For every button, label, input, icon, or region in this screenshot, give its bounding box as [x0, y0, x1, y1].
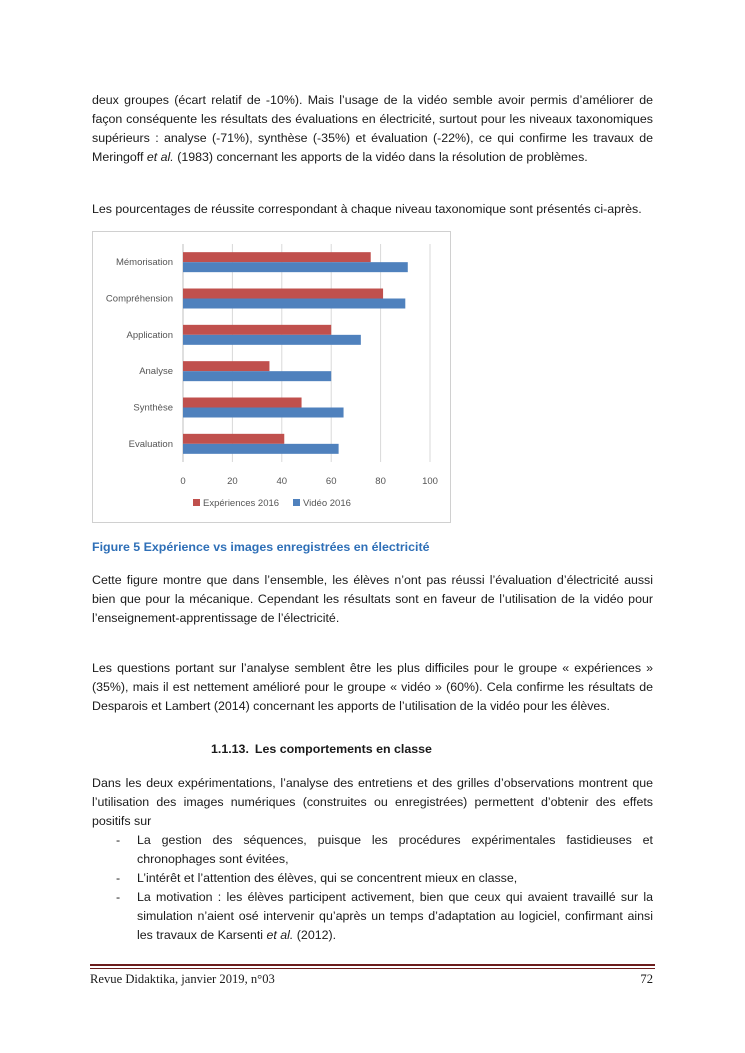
- list-item-text: La gestion des séquences, puisque les procédures expérimentales fastidieuses et chronophages sont évitées,: [137, 833, 653, 866]
- x-tick-label: 40: [276, 476, 288, 487]
- figure-caption: Figure 5 Expérience vs images enregistrées en électricité: [92, 540, 430, 554]
- x-tick-label: 60: [325, 476, 337, 487]
- bar-video: [183, 408, 344, 418]
- bar-experiences: [183, 289, 383, 299]
- list-item-italic: et al.: [266, 928, 294, 942]
- list-item-text: La motivation : les élèves participent activement, bien que ceux qui avaient travaillé sur la simulation n’aient osé intervenir qu’après un temps d’adaptation au logiciel, confirmant ainsi les travaux de Karsenti: [137, 890, 653, 942]
- category-label: Compréhension: [105, 293, 173, 305]
- category-label: Evaluation: [128, 438, 173, 450]
- list-item: [92, 888, 653, 945]
- paragraph-1: [92, 91, 653, 167]
- bar-video: [183, 444, 339, 454]
- list-item-text: L’intérêt et l’attention des élèves, qui se concentrent mieux en classe,: [137, 871, 518, 885]
- page-number: 72: [640, 972, 653, 986]
- paragraph-5: Dans les deux expérimentations, l’analyse des entretiens et des grilles d’observations montrent que l’utilisation des images numériques (construites ou enregistrées) permettent d’obtenir des effets positifs sur: [92, 776, 653, 828]
- bar-experiences: [183, 361, 269, 371]
- category-label: Application: [126, 329, 173, 341]
- list-item-text-end: (2012).: [293, 928, 337, 942]
- bar-video: [183, 371, 331, 381]
- legend-swatch: [193, 499, 200, 506]
- bar-experiences: [183, 325, 331, 335]
- paragraph-3: Cette figure montre que dans l’ensemble, les élèves n’ont pas réussi l’évaluation d’électricité aussi bien que pour la mécanique. Cependant les résultats sont en faveur de l’utilisation de la vidéo pour l’enseignement-apprentissage de l’électricité.: [92, 573, 653, 625]
- section-number: 1.1.13.: [211, 742, 249, 756]
- footer-rule: [90, 964, 655, 966]
- chart-canvas: [93, 232, 450, 522]
- x-tick-label: 0: [180, 476, 186, 487]
- bar-experiences: [183, 252, 371, 262]
- bar-video: [183, 335, 361, 345]
- legend-label: Vidéo 2016: [303, 498, 351, 509]
- list-item: [92, 831, 653, 869]
- footer-rule-thin: [90, 968, 655, 969]
- bar-chart: [92, 231, 451, 523]
- bullet-marker: -: [116, 871, 121, 885]
- list-item: [92, 869, 653, 888]
- x-tick-label: 80: [375, 476, 386, 487]
- bullet-list: [92, 831, 653, 945]
- category-label: Analyse: [139, 366, 173, 378]
- paragraph-4: Les questions portant sur l’analyse semblent être les plus difficiles pour le groupe « expériences » (35%), mais il est nettement amélioré pour le groupe « vidéo » (60%). Cela confirme les résultats de Desparois et Lambert (2014) concernant les apports de l’utilisation de la vidéo pour les élèves.: [92, 661, 653, 713]
- legend-swatch: [293, 499, 300, 506]
- bar-video: [183, 299, 405, 309]
- x-tick-label: 20: [227, 476, 238, 487]
- paragraph-2: Les pourcentages de réussite correspondant à chaque niveau taxonomique sont présentés ci-après.: [92, 202, 642, 216]
- section-title: Les comportements en classe: [254, 742, 432, 756]
- footer-journal: Revue Didaktika, janvier 2019, n°03: [90, 972, 275, 986]
- bar-experiences: [183, 398, 302, 408]
- legend-label: Expériences 2016: [203, 498, 280, 509]
- category-label: Synthèse: [133, 402, 173, 414]
- bullet-marker: -: [116, 833, 121, 847]
- bar-video: [183, 262, 408, 272]
- bullet-marker: -: [116, 890, 121, 904]
- paragraph-1-text-b: (1983) concernant les apports de la vidéo dans la résolution de problèmes.: [173, 150, 588, 164]
- x-tick-label: 100: [422, 476, 438, 487]
- bar-experiences: [183, 434, 284, 444]
- category-label: Mémorisation: [115, 257, 173, 269]
- section-heading: [211, 742, 432, 756]
- paragraph-1-text-a: deux groupes (écart relatif de -10%). Mais l’usage de la vidéo semble avoir permis d’améliorer de façon conséquente les résultats des évaluations en électricité, surtout pour les niveaux taxonomiques supérieurs : analyse (-71%), synthèse (-35%) et évaluation (-22%), ce qui confirme les travaux de Meringoff: [92, 93, 653, 164]
- paragraph-1-italic: et al.: [146, 150, 174, 164]
